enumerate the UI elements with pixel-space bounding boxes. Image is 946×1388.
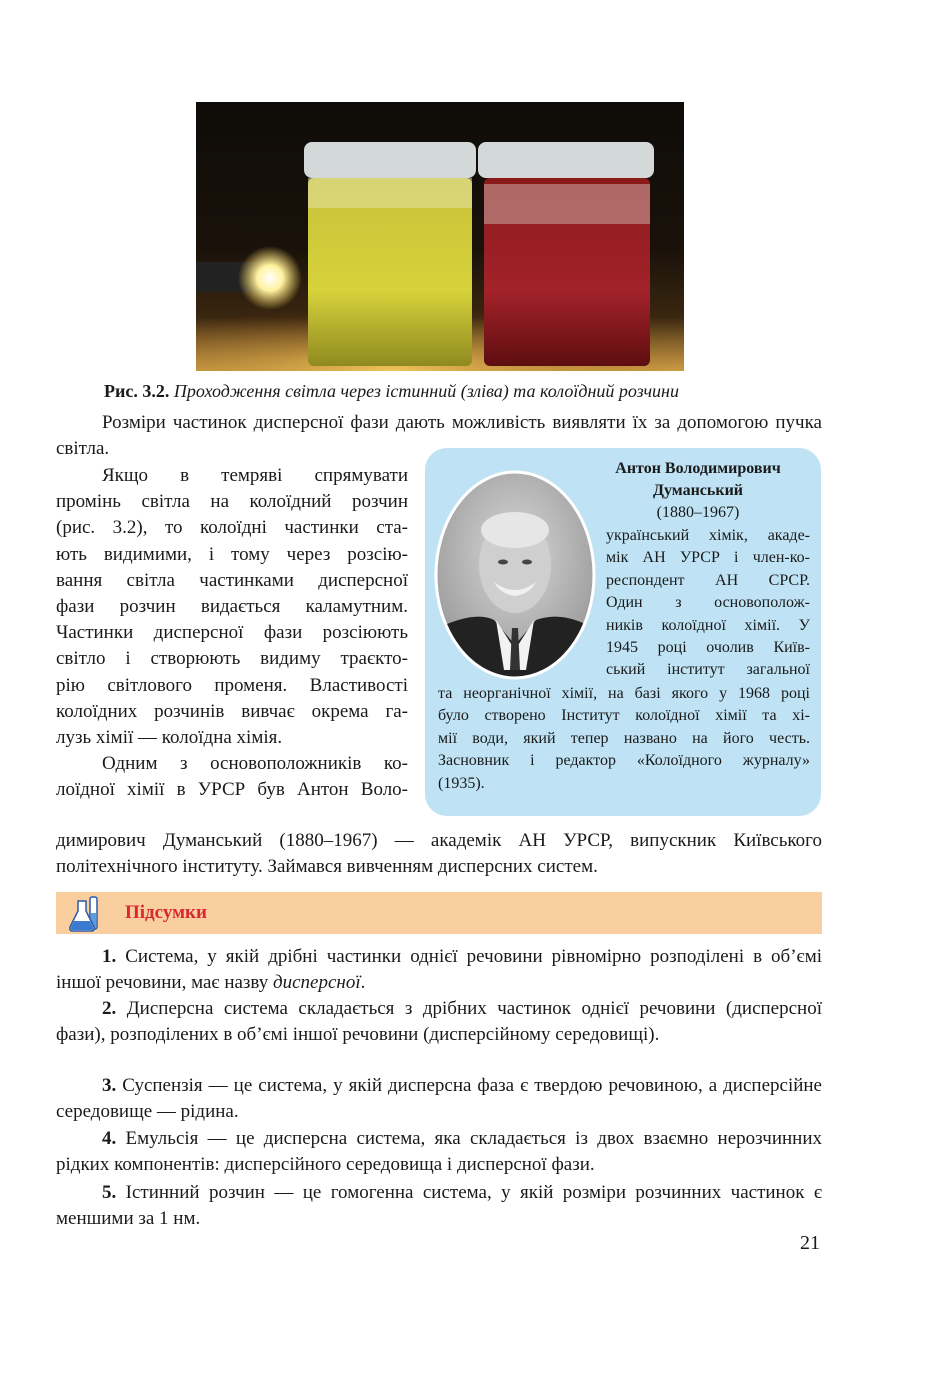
figure-caption — [104, 378, 824, 404]
text-line: колоїдних розчинів вивчає окрема га- — [56, 700, 408, 722]
bio-line: Засновник і редактор «Колоїдного журналу» — [438, 752, 810, 770]
text-line: ють видимими, і тому через розсію- — [56, 543, 408, 565]
bio-line: (1935). — [438, 774, 485, 792]
bio-line: респондент АН СРСР. — [606, 571, 810, 589]
jars-illustration — [196, 102, 684, 371]
page-number: 21 — [800, 1232, 820, 1254]
summary-item-number: 3. — [102, 1075, 117, 1096]
summary-item-tail: . — [360, 972, 366, 994]
dumanskyi-portrait — [434, 470, 596, 680]
left-column — [56, 463, 408, 804]
flask-icon-graphic — [66, 893, 106, 935]
text-line: вання світла частинками дисперсної — [56, 569, 408, 591]
summary-item-2 — [56, 996, 822, 1048]
bio-line: ський інститут загальної — [606, 661, 810, 679]
flask-icon — [66, 893, 106, 935]
bio-dates: (1880–1967) — [656, 504, 740, 521]
bio-narrow-text — [606, 525, 810, 682]
summary-item-text: Дисперсна система складається з дрібних частинок однієї речовини (дисперсної фази), розподілених в об’ємі іншої речовини (дисперсійному середовищі). — [56, 998, 822, 1046]
colloid-jars-photo — [196, 102, 684, 371]
figure-title: Проходження світла через істинний (зліва) та колоїдний розчини — [173, 381, 679, 401]
summary-item-4 — [56, 1126, 822, 1178]
bio-line: 1945 році очолив Київ- — [606, 639, 810, 657]
bio-wide-text — [438, 683, 810, 795]
bio-name-1: Антон Володимирович — [615, 460, 781, 477]
text-line: (рис. 3.2), то колоїдні частинки ста- — [56, 517, 408, 539]
text-line: лоїдної хімії в УРСР був Антон Воло- — [56, 779, 408, 801]
text-line: світло і створюють видиму траєкто- — [56, 648, 408, 670]
text-line: Одним з основоположників ко- — [102, 753, 408, 775]
bio-line: мії води, який тепер названо на його честь. — [438, 729, 810, 747]
bio-line: мік АН УРСР і член-ко- — [606, 549, 810, 567]
text-line: фази розчин видається каламутним. — [56, 596, 408, 618]
text-line: промінь світла на колоїдний розчин — [56, 491, 408, 513]
summary-heading: Підсумки — [125, 902, 207, 923]
bio-line: та неорганічної хімії, на базі якого у 1968 році — [438, 685, 810, 702]
portrait-illustration — [434, 470, 596, 680]
text-line: рію світлового променя. Властивості — [56, 674, 408, 696]
figure-label: Рис. 3.2. — [104, 381, 170, 401]
summary-item-text: Істинний розчин — це гомогенна система, у якій розміри розчинних частинок є меншими за 1 нм. — [56, 1182, 822, 1230]
intro-paragraph: Розміри частинок дисперсної фази дають можливість виявляти їх за допомогою пучка світла. — [56, 412, 822, 460]
bio-line: Один з основополож- — [606, 594, 810, 612]
summary-item-1 — [56, 944, 822, 996]
summary-item-text: Суспензія — це система, у якій дисперсна фаза є твердою речовиною, а дисперсійне середовище — рідина. — [56, 1075, 822, 1123]
summary-item-text: Емульсія — це дисперсна система, яка складається із двох взаємно нерозчинних рідких компонентів: дисперсійного середовища і дисперсної фази. — [56, 1128, 822, 1176]
bio-line: український хімік, акаде- — [606, 527, 810, 544]
summary-item-number: 5. — [102, 1182, 117, 1203]
summary-item-number: 1. — [102, 946, 117, 967]
bio-line: було створено Інститут колоїдної хімії та хі- — [438, 707, 810, 725]
text-line: Частинки дисперсної фази розсіюють — [56, 622, 408, 644]
summary-item-5 — [56, 1180, 822, 1232]
bio-line: ників колоїдної хімії. У — [606, 616, 810, 634]
bio-name-2: Думанський — [652, 482, 744, 499]
summary-item-3 — [56, 1073, 822, 1125]
summary-item-text: Система, у якій дрібні частинки однієї речовини рівномірно розподілені в об’ємі іншої речовини, має назву — [56, 946, 822, 994]
summary-item-number: 4. — [102, 1128, 117, 1149]
continuation-paragraph: димирович Думанський (1880–1967) — академік АН УРСР, випускник Київського політехнічного інституту. Займався вивченням дисперсних систем. — [56, 830, 822, 878]
text-line: Якщо в темряві спрямувати — [102, 465, 408, 486]
summary-item-emphasis: дисперсної — [273, 972, 361, 994]
summary-item-number: 2. — [102, 998, 117, 1019]
text-line: лузь хімії — колоїдна хімія. — [56, 727, 283, 749]
